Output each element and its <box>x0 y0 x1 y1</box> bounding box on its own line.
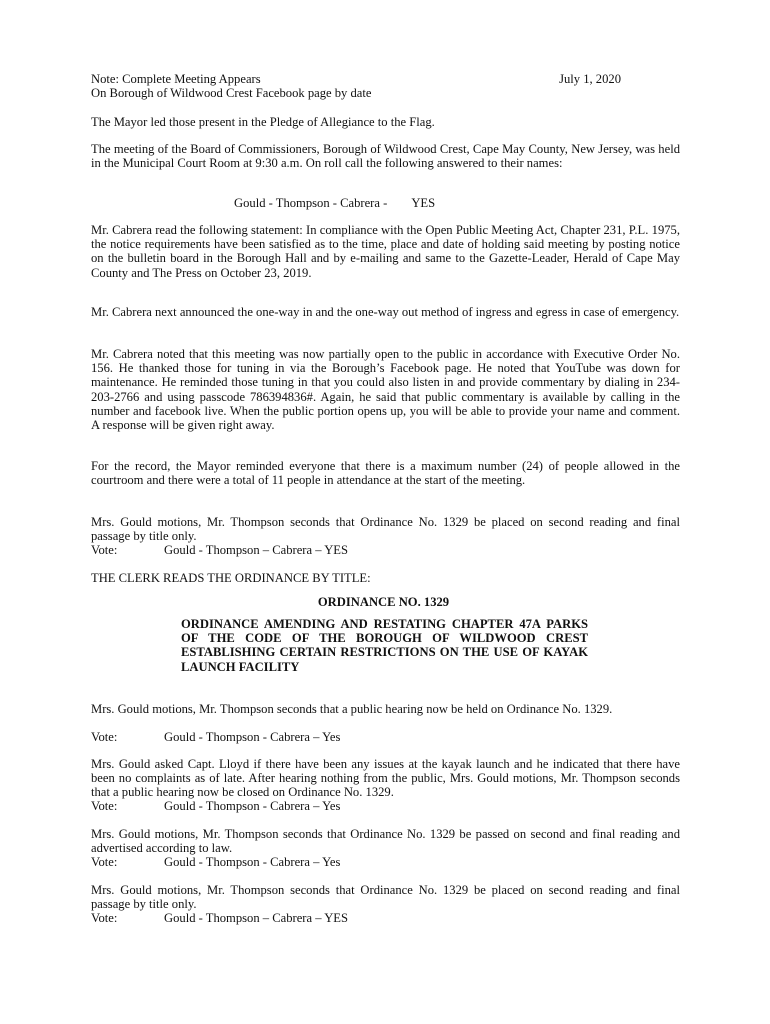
note-header <box>91 72 680 100</box>
partial-open-paragraph: Mr. Cabrera noted that this meeting was now partially open to the public in accordance with Executive Order No. 156. He thanked those for tuning in via the Borough’s Facebook page. He noted that YouTube was down for maintenance. He reminded those tuning in that you could also listen in and provide commentary by dialing in 234-203-2766 and using passcode 786394836#. Again, he said that public commentary is available by calling in the number and facebook live. When the public portion opens up, you will be able to provide your name and comment. A response will be given right away. <box>91 347 680 433</box>
pledge-paragraph: The Mayor led those present in the Pledge of Allegiance to the Flag. <box>91 115 435 129</box>
roll-call <box>234 196 435 210</box>
roll-call-names: Gould - Thompson - Cabrera - <box>234 196 388 210</box>
vote-label: Vote: <box>91 855 118 869</box>
vote-4 <box>91 855 680 869</box>
statement-paragraph: Mr. Cabrera read the following statement: In compliance with the Open Public Meeting Act, Chapter 231, P.L. 1975, the notice requirements have been satisfied as to the time, place and date of holding said meeting by posting notice on the bulletin board in the Borough Hall and by e-mailing and same to the Gazette-Leader, Herald of Cape May County and The Press on October 23, 2019. <box>91 223 680 280</box>
vote-result: Gould - Thompson – Cabrera – YES <box>164 543 348 557</box>
vote-2 <box>91 730 680 744</box>
meeting-paragraph: The meeting of the Board of Commissioners, Borough of Wildwood Crest, Cape May County, New Jersey, was held in the Municipal Court Room at 9:30 a.m. On roll call the following answered to their names: <box>91 142 680 171</box>
vote-label: Vote: <box>91 799 118 813</box>
meeting-date: July 1, 2020 <box>559 72 621 86</box>
egress-paragraph: Mr. Cabrera next announced the one-way in and the one-way out method of ingress and egress in case of emergency. <box>91 305 680 319</box>
motion-4-paragraph: Mrs. Gould motions, Mr. Thompson seconds that Ordinance No. 1329 be placed on second reading and final passage by title only. <box>91 883 680 912</box>
vote-label: Vote: <box>91 730 118 744</box>
vote-result: Gould - Thompson - Cabrera – Yes <box>164 799 341 813</box>
motion-3-paragraph: Mrs. Gould motions, Mr. Thompson seconds that Ordinance No. 1329 be passed on second and final reading and advertised according to law. <box>91 827 680 856</box>
motion-1-paragraph: Mrs. Gould motions, Mr. Thompson seconds that Ordinance No. 1329 be placed on second reading and final passage by title only. <box>91 515 680 544</box>
kayak-paragraph: Mrs. Gould asked Capt. Lloyd if there have been any issues at the kayak launch and he indicated that there have been no complaints as of late. After hearing nothing from the public, Mrs. Gould motions, Mr. Thompson seconds that a public hearing now be closed on Ordinance No. 1329. <box>91 757 680 800</box>
vote-3 <box>91 799 680 813</box>
vote-result: Gould - Thompson – Cabrera – YES <box>164 911 348 925</box>
vote-5 <box>91 911 680 925</box>
note-line-2: On Borough of Wildwood Crest Facebook page by date <box>91 86 372 100</box>
vote-result: Gould - Thompson - Cabrera – Yes <box>164 855 341 869</box>
motion-2-paragraph: Mrs. Gould motions, Mr. Thompson seconds that a public hearing now be held on Ordinance No. 1329. <box>91 702 613 716</box>
vote-label: Vote: <box>91 911 118 925</box>
vote-label: Vote: <box>91 543 118 557</box>
attendance-paragraph: For the record, the Mayor reminded everyone that there is a maximum number (24) of people allowed in the courtroom and there were a total of 11 people in attendance at the start of the meeting. <box>91 459 680 488</box>
vote-result: Gould - Thompson - Cabrera – Yes <box>164 730 341 744</box>
vote-1 <box>91 543 680 557</box>
roll-call-result: YES <box>411 196 436 210</box>
note-line-1: Note: Complete Meeting Appears <box>91 72 261 86</box>
ordinance-title: ORDINANCE AMENDING AND RESTATING CHAPTER 47A PARKS OF THE CODE OF THE BOROUGH OF WILDWOOD CREST ESTABLISHING CERTAIN RESTRICTIONS ON THE USE OF KAYAK LAUNCH FACILITY <box>181 617 588 674</box>
ordinance-number: ORDINANCE NO. 1329 <box>317 595 450 609</box>
clerk-reads-heading: THE CLERK READS THE ORDINANCE BY TITLE: <box>91 571 371 585</box>
